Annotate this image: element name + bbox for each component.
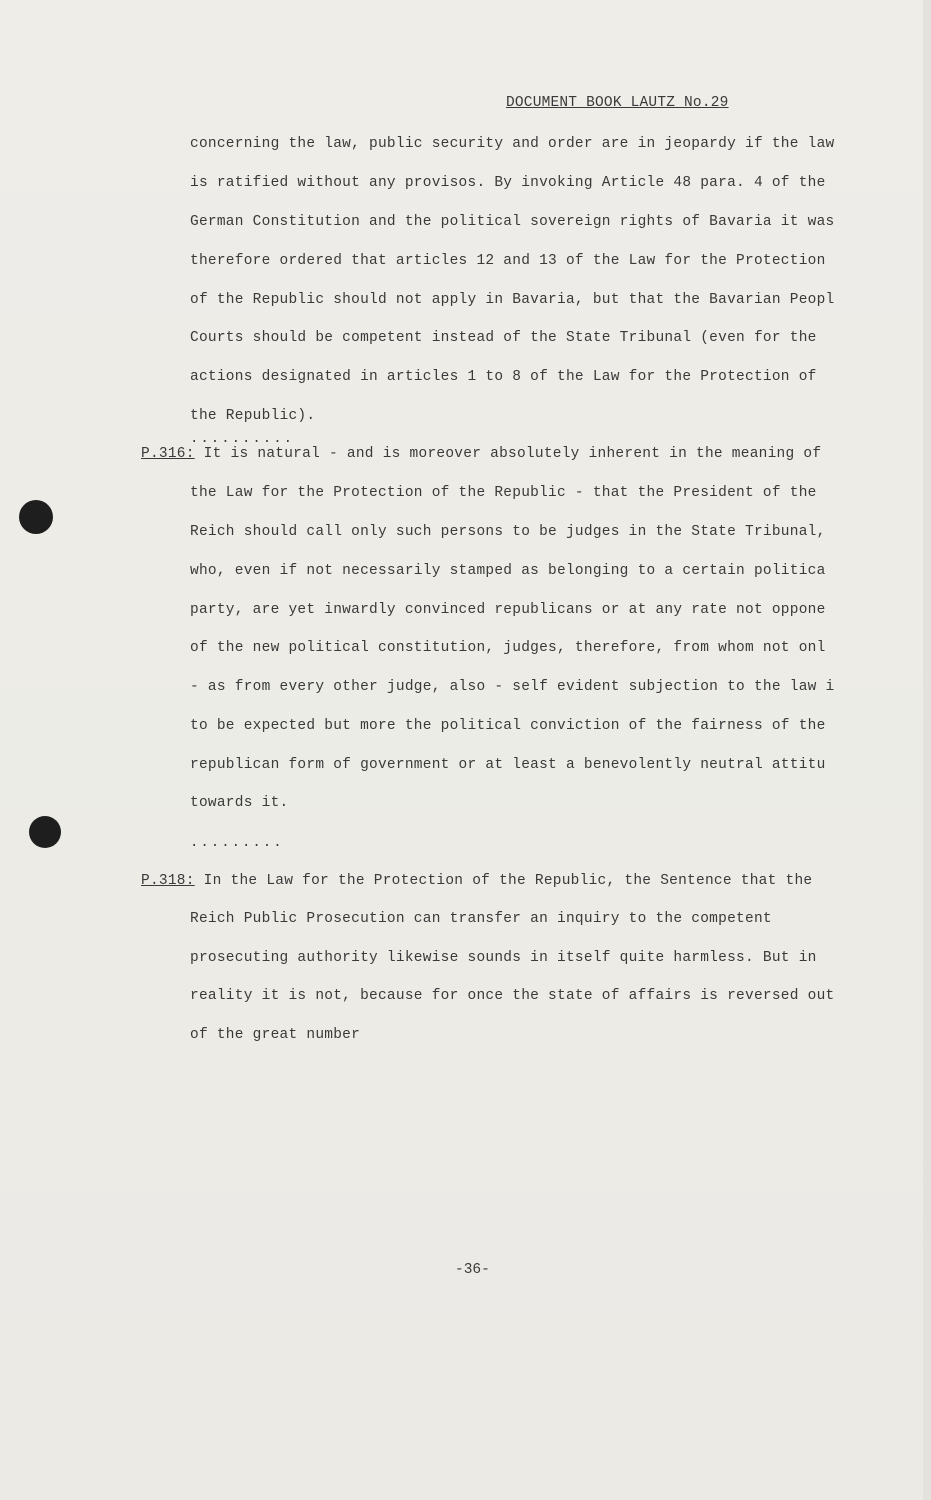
text-line: Reich Public Prosecution can transfer an inquiry to the competent xyxy=(190,911,772,927)
text-line: reality it is not, because for once the state of affairs is reversed out xyxy=(190,988,835,1004)
text-line: who, even if not necessarily stamped as belonging to a certain politica xyxy=(190,563,826,579)
document-header: DOCUMENT BOOK LAUTZ No.29 xyxy=(506,95,729,111)
text-line: Reich should call only such persons to be judges in the State Tribunal, xyxy=(190,524,826,540)
paragraph-p318-first-line xyxy=(141,873,891,889)
page-number: -36- xyxy=(455,1262,490,1278)
paragraph-p316-first-line xyxy=(141,446,891,462)
text-line: party, are yet inwardly convinced republicans or at any rate not oppone xyxy=(190,602,826,618)
ellipsis-separator: .......... xyxy=(190,431,295,447)
text-line: prosecuting authority likewise sounds in itself quite harmless. But in xyxy=(190,950,817,966)
text-line: the Republic). xyxy=(190,408,316,424)
text-line: actions designated in articles 1 to 8 of the Law for the Protection of xyxy=(190,369,817,385)
text-line: In the Law for the Protection of the Republic, the Sentence that the xyxy=(194,873,813,889)
text-line: It is natural - and is moreover absolutely inherent in the meaning of xyxy=(194,446,822,462)
punch-hole xyxy=(29,816,61,848)
text-line: towards it. xyxy=(190,795,289,811)
text-line: is ratified without any provisos. By invoking Article 48 para. 4 of the xyxy=(190,175,826,191)
text-line: of the Republic should not apply in Bavaria, but that the Bavarian Peopl xyxy=(190,292,835,308)
ellipsis-separator: ......... xyxy=(190,835,284,851)
text-line: of the great number xyxy=(190,1027,361,1043)
text-line: German Constitution and the political sovereign rights of Bavaria it was xyxy=(190,214,835,230)
text-line: - as from every other judge, also - self evident subjection to the law i xyxy=(190,679,835,695)
text-line: Courts should be competent instead of the State Tribunal (even for the xyxy=(190,330,817,346)
page-edge xyxy=(923,0,931,1500)
text-line: therefore ordered that articles 12 and 13 of the Law for the Protection xyxy=(190,253,826,269)
text-line: republican form of government or at least a benevolently neutral attitu xyxy=(190,757,826,773)
text-line: of the new political constitution, judges, therefore, from whom not onl xyxy=(190,640,826,656)
text-line: the Law for the Protection of the Republic - that the President of the xyxy=(190,485,817,501)
text-line: to be expected but more the political conviction of the fairness of the xyxy=(190,718,826,734)
paragraph-label-p316: P.316: xyxy=(141,446,195,462)
text-line: concerning the law, public security and order are in jeopardy if the law xyxy=(190,136,835,152)
punch-hole xyxy=(19,500,53,534)
paragraph-label-p318: P.318: xyxy=(141,873,195,889)
